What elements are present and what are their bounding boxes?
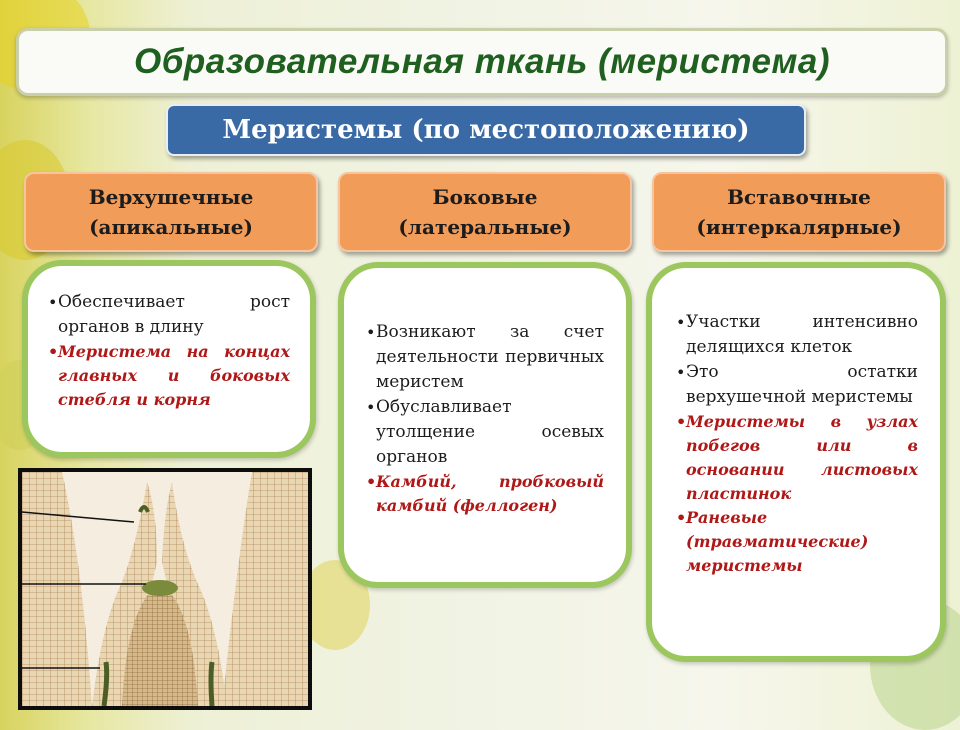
- card-intercalary-item: • Это остатки верхушечной меристемы: [676, 360, 918, 410]
- title-panel: [16, 28, 948, 96]
- card-apical-item: • Обеспечивает рост органов в длину: [48, 290, 290, 340]
- category-apical: [24, 172, 318, 252]
- card-intercalary-key-item: • Раневые (травматические) меристемы: [676, 506, 918, 578]
- category-lateral-name: Боковые: [432, 185, 538, 209]
- card-lateral-key-item: • Камбий, пробковый камбий (феллоген): [366, 470, 604, 518]
- card-apical-key-item: • Меристема на концах главных и боковых стебля и корня: [48, 340, 290, 412]
- category-lateral-alt: (латеральные): [398, 215, 572, 239]
- micrograph-shoot-apex: [18, 468, 312, 710]
- card-apical: [22, 260, 316, 458]
- card-lateral-item: • Обуславливает утолщение осевых органов: [366, 395, 604, 470]
- subtitle-text: Меристемы (по местоположению): [222, 115, 750, 145]
- category-lateral: [338, 172, 632, 252]
- category-apical-alt: (апикальные): [89, 215, 253, 239]
- card-intercalary-item: • Участки интенсивно делящихся клеток: [676, 310, 918, 360]
- card-lateral: [338, 262, 632, 588]
- micrograph-image: [22, 472, 308, 706]
- category-apical-name: Верхушечные: [88, 185, 254, 209]
- slide-title: Образовательная ткань (меристема): [134, 42, 830, 81]
- card-lateral-item: • Возникают за счет деятельности первичных меристем: [366, 320, 604, 395]
- category-intercalary: [652, 172, 946, 252]
- subtitle-box: [166, 104, 806, 156]
- card-intercalary-key-item: • Меристемы в узлах побегов или в основании листовых пластинок: [676, 410, 918, 506]
- category-intercalary-name: Вставочные: [727, 185, 871, 209]
- category-intercalary-alt: (интеркалярные): [696, 215, 902, 239]
- card-intercalary: [646, 262, 946, 662]
